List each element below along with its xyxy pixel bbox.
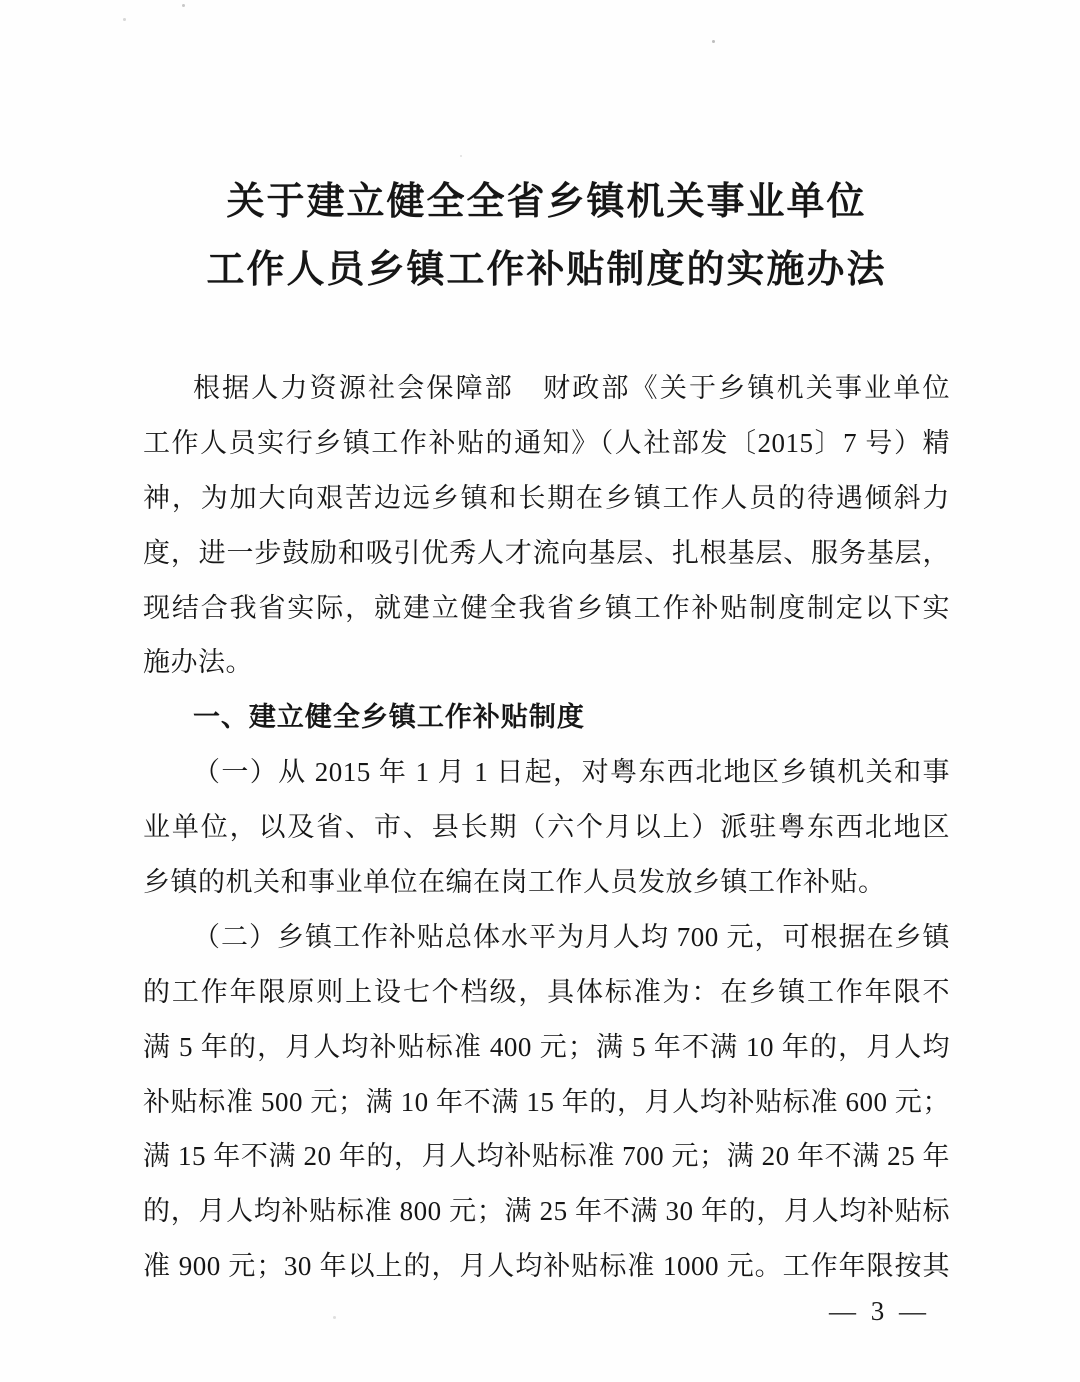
body-line: 施办法。 xyxy=(143,647,253,678)
scan-artifact xyxy=(182,4,185,7)
document-title-line-2: 工作人员乡镇工作补贴制度的实施办法 xyxy=(206,249,887,291)
document-title-line-1: 关于建立健全全省乡镇机关事业单位 xyxy=(226,181,867,223)
body-line: 神，为加大向艰苦边远乡镇和长期在乡镇工作人员的待遇倾斜力 xyxy=(143,482,950,513)
scan-artifact xyxy=(123,18,126,21)
body-line: 现结合我省实际，就建立健全我省乡镇工作补贴制度制定以下实 xyxy=(143,592,950,623)
body-line: 工作人员实行乡镇工作补贴的通知》（人社部发〔2015〕7 号）精 xyxy=(143,427,950,458)
scan-artifact xyxy=(712,40,715,43)
body-line: （二）乡镇工作补贴总体水平为月人均 700 元，可根据在乡镇 xyxy=(192,921,950,952)
body-line: 业单位，以及省、市、县长期（六个月以上）派驻粤东西北地区 xyxy=(143,812,950,843)
body-line: 准 900 元；30 年以上的，月人均补贴标准 1000 元。工作年限按其 xyxy=(143,1251,950,1282)
section-heading: 一、建立健全乡镇工作补贴制度 xyxy=(192,702,585,733)
body-line: 满 15 年不满 20 年的，月人均补贴标准 700 元；满 20 年不满 25 年 xyxy=(143,1141,950,1172)
scan-artifact xyxy=(460,155,462,157)
body-line: （一）从 2015 年 1 月 1 日起，对粤东西北地区乡镇机关和事 xyxy=(192,757,950,788)
body-line: 乡镇的机关和事业单位在编在岗工作人员发放乡镇工作补贴。 xyxy=(143,867,886,898)
body-line: 满 5 年的，月人均补贴标准 400 元；满 5 年不满 10 年的，月人均 xyxy=(143,1031,950,1062)
document-title xyxy=(143,168,950,304)
body-line: 度，进一步鼓励和吸引优秀人才流向基层、扎根基层、服务基层， xyxy=(143,537,950,568)
page-number: — 3 — xyxy=(829,1296,930,1326)
body-line: 补贴标准 500 元；满 10 年不满 15 年的，月人均补贴标准 600 元； xyxy=(143,1086,950,1117)
scan-artifact xyxy=(333,1316,336,1319)
document-body xyxy=(143,361,950,1294)
body-line: 的，月人均补贴标准 800 元；满 25 年不满 30 年的，月人均补贴标 xyxy=(143,1196,950,1227)
body-line: 根据人力资源社会保障部 财政部《关于乡镇机关事业单位 xyxy=(192,373,950,403)
body-line: 的工作年限原则上设七个档级，具体标准为：在乡镇工作年限不 xyxy=(143,976,950,1007)
